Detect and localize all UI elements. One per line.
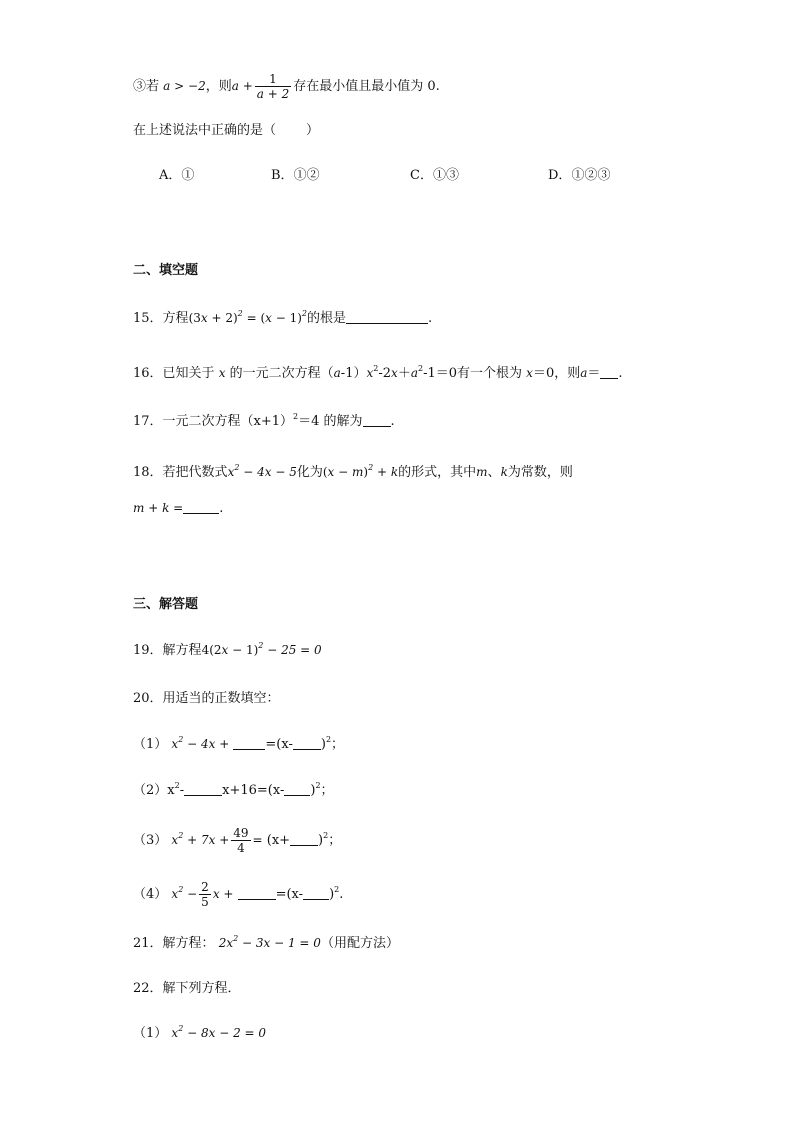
- q20-2-blank-a[interactable]: [184, 781, 222, 796]
- q20-4-blank-b[interactable]: [303, 885, 329, 900]
- question-15: 15．方程$(3x + 2)^2 = (x - 1)^2$的根是 .: [133, 309, 433, 326]
- section-2-title: 二、填空题: [133, 263, 199, 278]
- question-prompt: 在上述说法中正确的是（ ）: [133, 123, 320, 138]
- expression-math: a +: [231, 79, 253, 93]
- q20-part-3: （3） $x^2 + 7x$ + $\frac{49}{4}$ = $(x+ )^2$；: [133, 826, 342, 855]
- statement-3: ③若 a > −2，则a + $\frac{1}{a + 2}$ 存在最小值且最小值为 0.: [133, 72, 440, 101]
- q20-1-blank-a[interactable]: [233, 735, 265, 750]
- q16-answer-blank[interactable]: [600, 364, 618, 379]
- fraction: $\frac{1}{a + 2}$: [256, 72, 290, 101]
- q20-part-1: （1） $x^2 - 4x + =(x-$ )$^2$；: [133, 735, 345, 752]
- option-d[interactable]: D．①②③: [548, 168, 611, 183]
- q15-equation: $(3x + 2)^2 = (x - 1)^2$: [188, 309, 308, 325]
- q15-answer-blank[interactable]: [346, 309, 428, 324]
- question-21: 21．解方程： $2x^2 - 3x - 1 = 0$（用配方法）: [133, 934, 399, 951]
- question-20: 20．用适当的正数填空：: [133, 691, 280, 706]
- question-16: 16．已知关于 x 的一元二次方程$(a-1)x^2-2x+a^2-1=0$有一个根为 x＝0，则a＝ .: [133, 364, 623, 381]
- question-17: 17．一元二次方程$(x+1)^2=4$ 的解为 .: [133, 412, 395, 429]
- q20-4-blank-a[interactable]: [238, 885, 276, 900]
- q17-answer-blank[interactable]: [363, 412, 391, 427]
- condition-math: a > −2: [163, 79, 206, 93]
- q20-3-blank[interactable]: [290, 831, 318, 846]
- section-3-title: 三、解答题: [133, 597, 199, 612]
- q20-2-blank-b[interactable]: [284, 781, 310, 796]
- option-b[interactable]: B．①②: [271, 168, 320, 183]
- item-marker: ③: [133, 79, 147, 94]
- question-18: 18．若把代数式$x^2 - 4x - 5$化为$(x - m)^2 + k$的形式，其中m、k为常数，则: [133, 463, 573, 480]
- question-22: 22．解下列方程．: [133, 981, 241, 996]
- q18-answer-blank[interactable]: [183, 499, 219, 514]
- q20-1-blank-b[interactable]: [293, 735, 321, 750]
- q22-part-1: （1） $x^2 - 8x - 2 = 0$: [133, 1024, 267, 1041]
- option-c[interactable]: C．①③: [410, 168, 459, 183]
- fraction-2-5: $\frac{2}{5}$: [201, 880, 209, 909]
- fraction-49-4: $\frac{49}{4}$: [233, 826, 249, 855]
- q20-part-2: $(2)x^2-$ x+16=(x- )$^2$；: [133, 781, 334, 798]
- option-a[interactable]: A．①: [159, 168, 195, 183]
- question-19: 19．解方程$4(2x - 1)^2 - 25 = 0$: [133, 641, 322, 658]
- question-18-cont: m + k = .: [133, 501, 224, 516]
- q20-part-4: （4） $x^2$ − $\frac{2}{5}$ x + =(x- )$^2$.: [133, 880, 344, 909]
